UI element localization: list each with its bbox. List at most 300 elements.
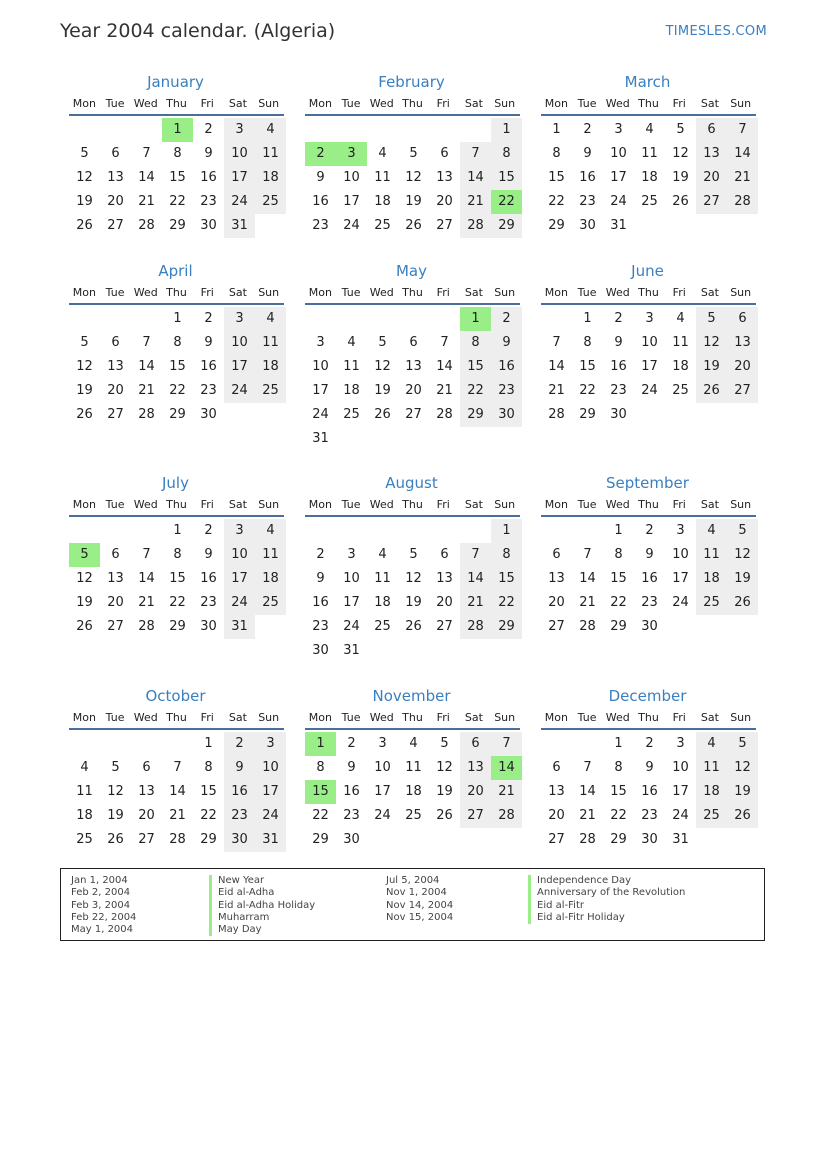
- day-cell: 31: [255, 828, 286, 852]
- day-cell: 9: [204, 335, 213, 350]
- day-cell: 12: [107, 784, 124, 799]
- day-cell: 29: [460, 403, 491, 427]
- day-cell: 16: [312, 194, 329, 209]
- day-cell: 6: [552, 760, 561, 775]
- day-cell: 26: [727, 591, 758, 615]
- day-cell: 27: [107, 619, 124, 634]
- day-cell: 30: [641, 832, 658, 847]
- empty-cell: [69, 307, 100, 331]
- day-cell: 10: [672, 760, 689, 775]
- day-cell: 13: [138, 784, 155, 799]
- month-name: October: [145, 687, 206, 705]
- day-cell: 27: [548, 619, 565, 634]
- day-cell: 14: [460, 166, 491, 190]
- day-cell: 29: [610, 619, 627, 634]
- weekday-label: Sun: [730, 286, 752, 299]
- holiday-day: 3: [336, 142, 367, 166]
- day-cell: 12: [374, 359, 391, 374]
- holiday-day: 22: [491, 190, 522, 214]
- empty-cell: [100, 732, 131, 756]
- empty-cell: [69, 732, 100, 756]
- day-cell: 9: [316, 170, 325, 185]
- day-cell: 18: [255, 166, 286, 190]
- day-cell: 19: [405, 194, 422, 209]
- day-cell: 10: [672, 547, 689, 562]
- day-cell: 10: [224, 142, 255, 166]
- day-cell: 9: [224, 756, 255, 780]
- day-cell: 3: [676, 523, 685, 538]
- day-grid: [541, 118, 758, 238]
- day-cell: 21: [727, 166, 758, 190]
- empty-cell: [100, 519, 131, 543]
- day-cell: 21: [138, 383, 155, 398]
- month-name: September: [606, 474, 689, 492]
- weekday-label: Thu: [402, 498, 423, 511]
- legend-date: Feb 3, 2004: [71, 899, 131, 911]
- weekday-label: Tue: [577, 286, 597, 299]
- day-cell: 30: [343, 832, 360, 847]
- day-cell: 19: [76, 383, 93, 398]
- weekday-label: Mon: [544, 286, 568, 299]
- day-cell: 19: [76, 595, 93, 610]
- holiday-day: 2: [305, 142, 336, 166]
- empty-cell: [131, 307, 162, 331]
- day-cell: 8: [583, 335, 592, 350]
- day-grid: [69, 732, 286, 852]
- day-cell: 16: [312, 595, 329, 610]
- day-cell: 12: [672, 146, 689, 161]
- empty-cell: [429, 519, 460, 543]
- weekday-label: Sat: [464, 498, 483, 511]
- day-grid: [69, 118, 286, 238]
- day-cell: 13: [727, 331, 758, 355]
- day-cell: 27: [460, 804, 491, 828]
- day-cell: 21: [579, 595, 596, 610]
- day-cell: 27: [436, 619, 453, 634]
- empty-cell: [541, 732, 572, 756]
- day-cell: 28: [460, 615, 491, 639]
- day-cell: 11: [255, 331, 286, 355]
- day-cell: 2: [224, 732, 255, 756]
- weekday-label: Tue: [105, 286, 125, 299]
- day-cell: 13: [548, 784, 565, 799]
- day-cell: 24: [672, 808, 689, 823]
- day-cell: 26: [107, 832, 124, 847]
- month-september: [535, 473, 756, 639]
- weekday-label: Thu: [638, 711, 659, 724]
- day-cell: 18: [641, 170, 658, 185]
- day-cell: 24: [641, 383, 658, 398]
- legend-holiday-name: New Year: [209, 875, 264, 887]
- day-cell: 31: [672, 832, 689, 847]
- legend-date: May 1, 2004: [71, 924, 134, 936]
- weekday-label: Thu: [638, 286, 659, 299]
- weekday-header: [541, 706, 756, 730]
- weekday-label: Sat: [228, 498, 247, 511]
- holiday-day: 1: [162, 118, 193, 142]
- legend-date: Nov 1, 2004: [386, 887, 447, 899]
- day-cell: 28: [727, 190, 758, 214]
- day-cell: 26: [76, 218, 93, 233]
- day-cell: 21: [138, 595, 155, 610]
- day-cell: 25: [374, 218, 391, 233]
- day-cell: 25: [672, 383, 689, 398]
- day-cell: 25: [343, 407, 360, 422]
- day-cell: 20: [727, 355, 758, 379]
- weekday-label: Sat: [700, 711, 719, 724]
- day-cell: 4: [378, 547, 387, 562]
- legend-holiday-name: Eid al-Adha Holiday: [209, 900, 315, 912]
- site-link[interactable]: TIMESLES.COM: [665, 24, 767, 39]
- weekday-label: Fri: [436, 97, 450, 110]
- weekday-label: Sat: [228, 286, 247, 299]
- day-cell: 9: [347, 760, 356, 775]
- weekday-label: Sat: [700, 286, 719, 299]
- day-cell: 22: [169, 194, 186, 209]
- day-cell: 19: [672, 170, 689, 185]
- day-cell: 18: [405, 784, 422, 799]
- day-cell: 22: [169, 595, 186, 610]
- legend-holiday-name: Muharram: [209, 912, 269, 924]
- day-cell: 19: [727, 567, 758, 591]
- day-cell: 7: [583, 547, 592, 562]
- day-cell: 12: [727, 756, 758, 780]
- day-cell: 17: [672, 571, 689, 586]
- day-cell: 28: [460, 214, 491, 238]
- day-cell: 17: [672, 784, 689, 799]
- day-grid: [305, 118, 522, 238]
- day-cell: 7: [491, 732, 522, 756]
- day-grid: [69, 519, 286, 639]
- day-cell: 17: [312, 383, 329, 398]
- day-cell: 28: [138, 218, 155, 233]
- weekday-label: Thu: [166, 286, 187, 299]
- day-cell: 3: [645, 311, 654, 326]
- day-cell: 20: [107, 383, 124, 398]
- month-name: January: [147, 73, 204, 91]
- day-cell: 24: [255, 804, 286, 828]
- weekday-label: Wed: [605, 711, 630, 724]
- day-cell: 5: [409, 146, 418, 161]
- day-cell: 17: [641, 359, 658, 374]
- day-cell: 6: [440, 146, 449, 161]
- day-cell: 16: [200, 571, 217, 586]
- empty-cell: [69, 519, 100, 543]
- day-cell: 29: [548, 218, 565, 233]
- day-cell: 26: [672, 194, 689, 209]
- day-cell: 17: [343, 595, 360, 610]
- day-cell: 15: [579, 359, 596, 374]
- legend-date: Jan 1, 2004: [71, 875, 128, 886]
- day-cell: 9: [614, 335, 623, 350]
- legend-holiday-name: May Day: [209, 924, 262, 936]
- day-cell: 16: [610, 359, 627, 374]
- day-cell: 8: [173, 335, 182, 350]
- day-grid: [541, 519, 758, 639]
- day-cell: 15: [169, 571, 186, 586]
- empty-cell: [398, 118, 429, 142]
- day-cell: 8: [491, 142, 522, 166]
- day-cell: 23: [312, 619, 329, 634]
- day-cell: 18: [76, 808, 93, 823]
- day-cell: 5: [378, 335, 387, 350]
- day-cell: 17: [224, 355, 255, 379]
- day-cell: 27: [405, 407, 422, 422]
- day-cell: 30: [641, 619, 658, 634]
- day-cell: 15: [491, 166, 522, 190]
- weekday-label: Fri: [672, 286, 686, 299]
- day-cell: 8: [316, 760, 325, 775]
- weekday-label: Mon: [308, 498, 332, 511]
- day-cell: 29: [312, 832, 329, 847]
- weekday-label: Tue: [577, 97, 597, 110]
- day-cell: 2: [204, 122, 213, 137]
- empty-cell: [100, 307, 131, 331]
- day-cell: 21: [138, 194, 155, 209]
- empty-cell: [162, 732, 193, 756]
- day-cell: 18: [672, 359, 689, 374]
- day-cell: 12: [405, 571, 422, 586]
- day-cell: 20: [548, 595, 565, 610]
- day-cell: 27: [138, 832, 155, 847]
- month-name: June: [631, 262, 664, 280]
- day-cell: 14: [138, 571, 155, 586]
- day-cell: 20: [405, 383, 422, 398]
- day-cell: 19: [727, 780, 758, 804]
- day-cell: 3: [378, 736, 387, 751]
- day-cell: 2: [204, 311, 213, 326]
- month-name: May: [395, 262, 427, 280]
- day-cell: 9: [645, 547, 654, 562]
- day-cell: 14: [579, 784, 596, 799]
- day-cell: 19: [374, 383, 391, 398]
- day-cell: 1: [173, 523, 182, 538]
- day-cell: 15: [610, 784, 627, 799]
- day-cell: 3: [676, 736, 685, 751]
- day-cell: 23: [312, 218, 329, 233]
- weekday-label: Sun: [494, 498, 516, 511]
- day-cell: 19: [436, 784, 453, 799]
- day-cell: 28: [491, 804, 522, 828]
- empty-cell: [398, 307, 429, 331]
- weekday-label: Sun: [258, 97, 280, 110]
- day-cell: 7: [460, 142, 491, 166]
- weekday-label: Sun: [258, 498, 280, 511]
- weekday-label: Sun: [494, 97, 516, 110]
- day-cell: 16: [579, 170, 596, 185]
- day-cell: 7: [552, 335, 561, 350]
- weekday-header: [305, 92, 520, 116]
- day-cell: 14: [138, 359, 155, 374]
- day-cell: 18: [374, 595, 391, 610]
- empty-cell: [460, 519, 491, 543]
- month-december: [535, 686, 756, 852]
- day-cell: 10: [343, 170, 360, 185]
- day-cell: 27: [548, 832, 565, 847]
- day-cell: 13: [107, 359, 124, 374]
- day-cell: 26: [374, 407, 391, 422]
- day-cell: 30: [200, 407, 217, 422]
- day-cell: 23: [343, 808, 360, 823]
- weekday-label: Fri: [436, 711, 450, 724]
- day-cell: 29: [169, 619, 186, 634]
- day-cell: 28: [169, 832, 186, 847]
- empty-cell: [131, 732, 162, 756]
- day-cell: 4: [676, 311, 685, 326]
- day-cell: 11: [255, 142, 286, 166]
- day-cell: 23: [491, 379, 522, 403]
- day-cell: 1: [583, 311, 592, 326]
- day-cell: 10: [374, 760, 391, 775]
- day-cell: 29: [200, 832, 217, 847]
- weekday-label: Fri: [436, 286, 450, 299]
- weekday-label: Thu: [402, 97, 423, 110]
- day-cell: 26: [727, 804, 758, 828]
- day-cell: 30: [200, 218, 217, 233]
- weekday-label: Fri: [672, 498, 686, 511]
- day-cell: 13: [436, 571, 453, 586]
- day-cell: 13: [107, 571, 124, 586]
- day-cell: 5: [80, 146, 89, 161]
- weekday-label: Mon: [72, 498, 96, 511]
- day-cell: 19: [76, 194, 93, 209]
- day-cell: 26: [436, 808, 453, 823]
- weekday-label: Thu: [638, 97, 659, 110]
- weekday-label: Thu: [166, 711, 187, 724]
- day-cell: 25: [696, 591, 727, 615]
- day-cell: 6: [696, 118, 727, 142]
- empty-cell: [305, 519, 336, 543]
- day-cell: 25: [405, 808, 422, 823]
- day-cell: 23: [641, 595, 658, 610]
- day-grid: [541, 307, 758, 427]
- legend-date: Nov 14, 2004: [386, 899, 454, 911]
- weekday-label: Fri: [200, 711, 214, 724]
- day-cell: 31: [224, 615, 255, 639]
- day-cell: 31: [312, 431, 329, 446]
- weekday-label: Sun: [730, 97, 752, 110]
- day-cell: 22: [312, 808, 329, 823]
- day-cell: 14: [460, 567, 491, 591]
- weekday-header: [541, 281, 756, 305]
- day-cell: 26: [405, 218, 422, 233]
- day-cell: 21: [436, 383, 453, 398]
- empty-cell: [336, 118, 367, 142]
- day-cell: 24: [343, 619, 360, 634]
- day-cell: 26: [76, 407, 93, 422]
- weekday-label: Mon: [544, 97, 568, 110]
- day-cell: 22: [491, 591, 522, 615]
- day-cell: 6: [142, 760, 151, 775]
- day-cell: 14: [548, 359, 565, 374]
- day-cell: 28: [579, 619, 596, 634]
- day-cell: 15: [491, 567, 522, 591]
- day-cell: 21: [548, 383, 565, 398]
- day-cell: 11: [696, 543, 727, 567]
- day-cell: 3: [224, 519, 255, 543]
- weekday-label: Tue: [341, 286, 361, 299]
- day-cell: 16: [641, 784, 658, 799]
- day-cell: 22: [579, 383, 596, 398]
- month-name: August: [385, 474, 438, 492]
- day-cell: 12: [405, 170, 422, 185]
- day-cell: 31: [224, 214, 255, 238]
- day-cell: 4: [255, 519, 286, 543]
- day-cell: 28: [436, 407, 453, 422]
- day-cell: 2: [583, 122, 592, 137]
- day-cell: 17: [374, 784, 391, 799]
- day-cell: 25: [255, 591, 286, 615]
- day-cell: 1: [552, 122, 561, 137]
- day-cell: 2: [347, 736, 356, 751]
- day-cell: 28: [138, 407, 155, 422]
- day-cell: 10: [224, 543, 255, 567]
- weekday-label: Wed: [133, 97, 158, 110]
- day-cell: 5: [676, 122, 685, 137]
- day-cell: 25: [255, 190, 286, 214]
- empty-cell: [69, 118, 100, 142]
- day-cell: 5: [409, 547, 418, 562]
- day-cell: 30: [579, 218, 596, 233]
- weekday-label: Fri: [672, 711, 686, 724]
- day-cell: 15: [169, 170, 186, 185]
- day-cell: 16: [343, 784, 360, 799]
- day-cell: 12: [76, 170, 93, 185]
- day-cell: 3: [316, 335, 325, 350]
- day-cell: 21: [460, 190, 491, 214]
- day-cell: 28: [548, 407, 565, 422]
- month-name: February: [378, 73, 445, 91]
- day-cell: 2: [316, 547, 325, 562]
- day-cell: 23: [224, 804, 255, 828]
- day-cell: 5: [440, 736, 449, 751]
- month-name: November: [372, 687, 451, 705]
- day-cell: 18: [696, 780, 727, 804]
- legend-holiday-name: Eid al-Fitr Holiday: [528, 912, 625, 924]
- day-cell: 28: [579, 832, 596, 847]
- day-cell: 1: [491, 519, 522, 543]
- day-cell: 25: [255, 379, 286, 403]
- legend-date: Nov 15, 2004: [386, 911, 454, 923]
- month-name: March: [624, 73, 671, 91]
- day-cell: 9: [204, 146, 213, 161]
- day-cell: 2: [204, 523, 213, 538]
- weekday-label: Sat: [700, 498, 719, 511]
- day-cell: 7: [173, 760, 182, 775]
- day-cell: 11: [343, 359, 360, 374]
- weekday-label: Fri: [436, 498, 450, 511]
- day-cell: 5: [727, 519, 758, 543]
- weekday-label: Fri: [200, 97, 214, 110]
- weekday-label: Thu: [402, 711, 423, 724]
- day-cell: 18: [343, 383, 360, 398]
- month-january: [63, 72, 284, 238]
- weekday-header: [541, 92, 756, 116]
- month-march: [535, 72, 756, 238]
- weekday-label: Sat: [464, 711, 483, 724]
- day-cell: 24: [374, 808, 391, 823]
- day-cell: 13: [436, 170, 453, 185]
- holiday-day: 14: [491, 756, 522, 780]
- empty-cell: [131, 519, 162, 543]
- empty-cell: [398, 519, 429, 543]
- day-cell: 8: [552, 146, 561, 161]
- day-cell: 21: [169, 808, 186, 823]
- day-cell: 8: [460, 331, 491, 355]
- weekday-header: [69, 281, 284, 305]
- day-cell: 11: [641, 146, 658, 161]
- day-cell: 3: [255, 732, 286, 756]
